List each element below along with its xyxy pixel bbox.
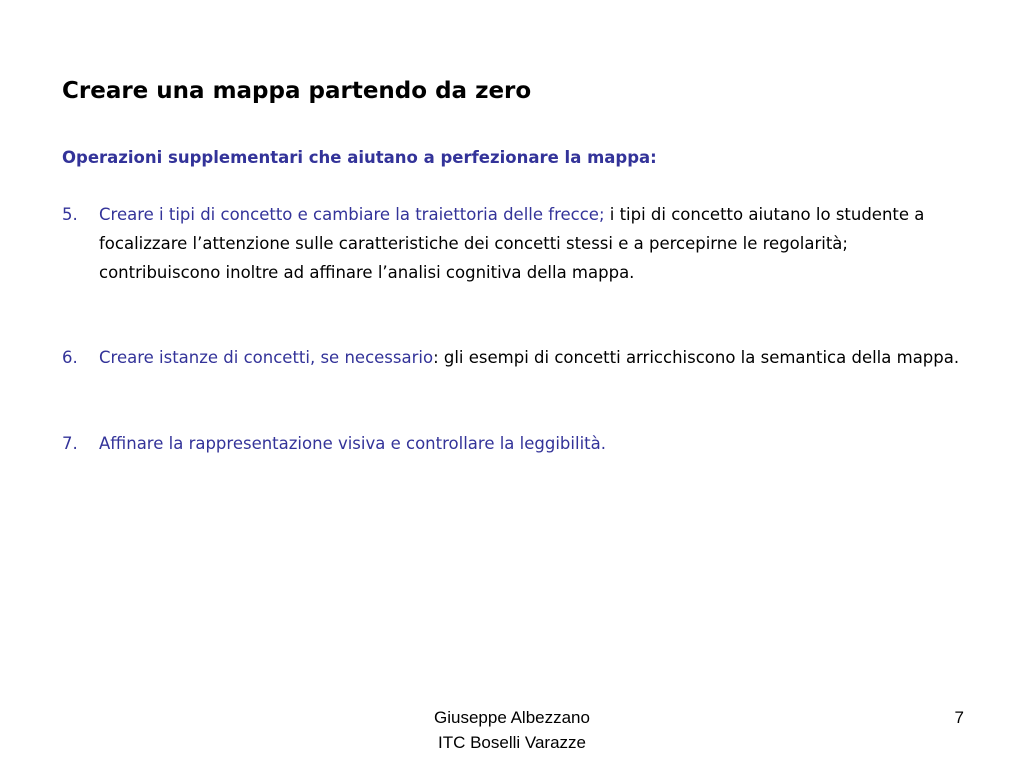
item-body	[99, 429, 972, 458]
item-description: i tipi di concetto aiutano lo studente a focalizzare l’attenzione sulle caratteristiche dei concetti stessi e a percepirne le regolarità; contribuiscono inoltre ad affinare l’analisi cognitiva della mappa.	[99, 205, 925, 282]
item-number: 7.	[62, 434, 78, 453]
item-body	[99, 343, 972, 372]
slide-title: Creare una mappa partendo da zero	[62, 78, 532, 104]
page-number: 7	[954, 708, 964, 727]
item-number: 6.	[62, 348, 78, 367]
item-highlight: Creare istanze di concetti, se necessario	[99, 348, 434, 367]
item-highlight: Creare i tipi di concetto e cambiare la traiettoria delle frecce;	[99, 205, 605, 224]
list-item-5	[62, 200, 972, 287]
item-number: 5.	[62, 205, 78, 224]
list-item-7	[62, 429, 972, 458]
item-body	[99, 200, 972, 287]
slide-subtitle: Operazioni supplementari che aiutano a perfezionare la mappa:	[62, 148, 657, 167]
footer-author	[400, 705, 624, 755]
footer-author-name: Giuseppe Albezzano	[434, 708, 590, 727]
item-highlight: Affinare la rappresentazione visiva e controllare la leggibilità.	[99, 434, 606, 453]
list-item-6	[62, 343, 972, 372]
item-description: : gli esempi di concetti arricchiscono la semantica della mappa.	[433, 348, 960, 367]
footer-school: ITC Boselli Varazze	[437, 733, 586, 752]
